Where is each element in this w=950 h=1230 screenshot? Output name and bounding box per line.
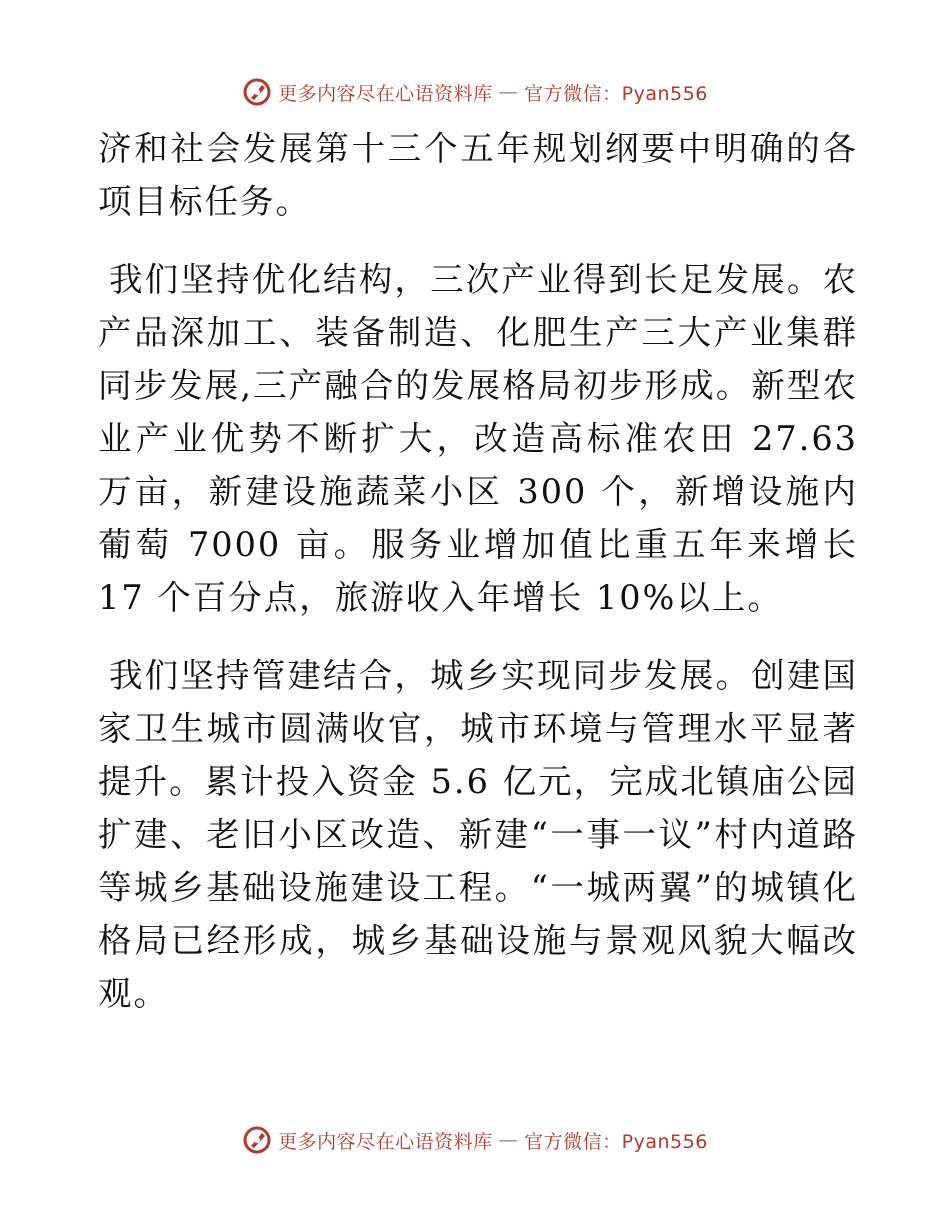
watermark-wechat-text: 官方微信：Pyan556 xyxy=(524,82,708,105)
watermark-main-text: 更多内容尽在心语资料库 xyxy=(278,82,493,105)
ink-pen-logo-icon xyxy=(242,77,272,107)
watermark-main-text: 更多内容尽在心语资料库 xyxy=(278,1130,493,1153)
footer-watermark xyxy=(0,1120,950,1160)
watermark-separator: — xyxy=(498,1129,519,1151)
header-watermark xyxy=(0,72,950,112)
paragraph-urban-rural: 我们坚持管建结合，城乡实现同步发展。创建国家卫生城市圆满收官，城市环境与管理水平显著提升。累计投入资金 5.6 亿元，完成北镇庙公园扩建、老旧小区改造、新建“一事一议”村内道路等城乡基础设施建设工程。“一城两翼”的城镇化格局已经形成，城乡基础设施与景观风貌大幅改观。 xyxy=(98,656,858,1013)
paragraph-industry-structure: 我们坚持优化结构，三次产业得到长足发展。农产品深加工、装备制造、化肥生产三大产业集群同步发展,三产融合的发展格局初步形成。新型农业产业优势不断扩大，改造高标准农田 27.63 万亩，新建设施蔬菜小区 300 个，新增设施内葡萄 7000 亩。服务业增加值比重五年来增长 17 个百分点，旅游收入年增长 10%以上。 xyxy=(98,260,858,617)
document-body xyxy=(98,122,858,1020)
watermark-separator: — xyxy=(498,81,519,103)
watermark-wechat-text: 官方微信：Pyan556 xyxy=(524,1130,708,1153)
ink-pen-logo-icon xyxy=(242,1125,272,1155)
paragraph-plan-goals: 济和社会发展第十三个五年规划纲要中明确的各项目标任务。 xyxy=(98,129,858,221)
